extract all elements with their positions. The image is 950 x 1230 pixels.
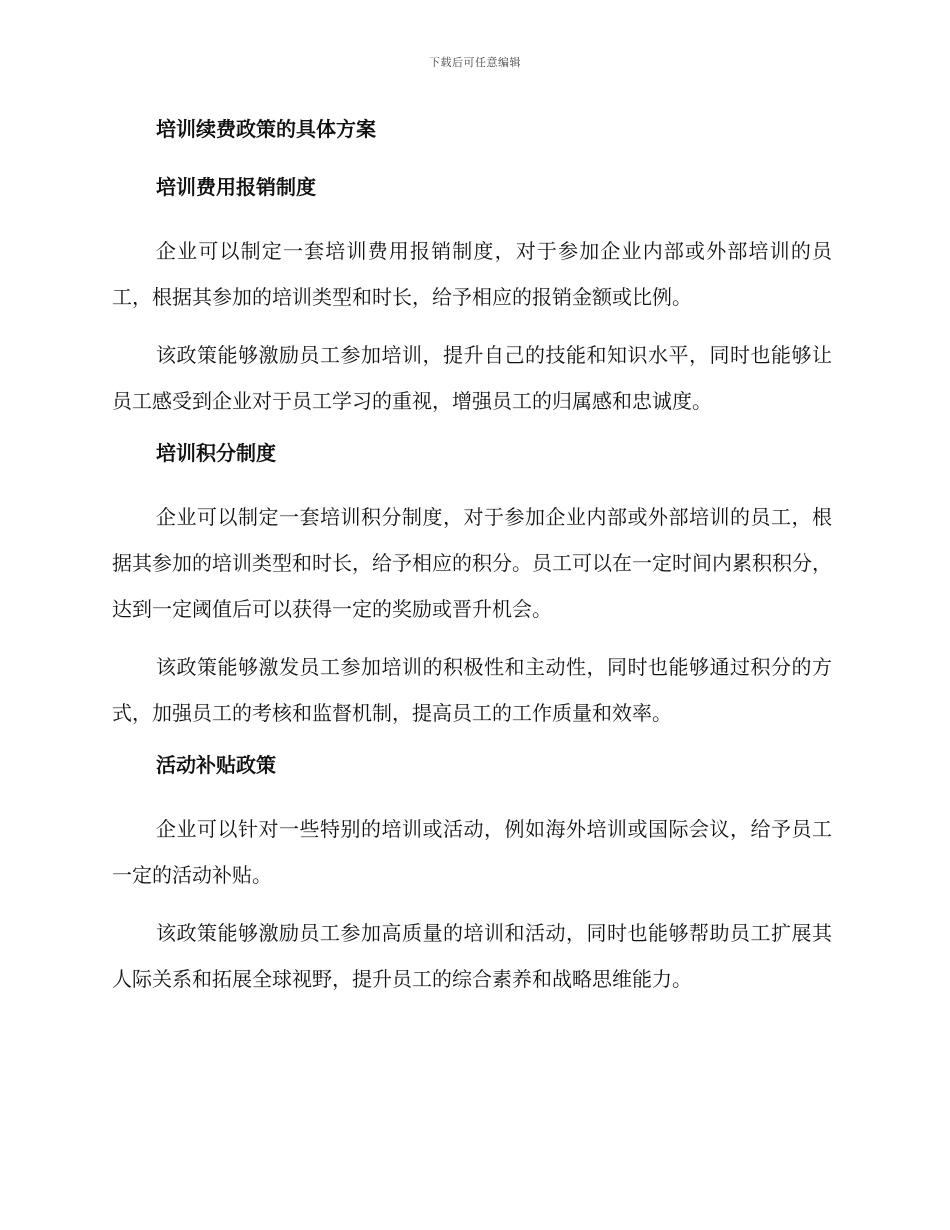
paragraph: 该政策能够激励员工参加高质量的培训和活动，同时也能够帮助员工扩展其人际关系和拓展全球视野，提升员工的综合素养和战略思维能力。 — [112, 921, 832, 991]
section-heading: 活动补贴政策 — [156, 753, 276, 777]
paragraph: 该政策能够激发员工参加培训的积极性和主动性，同时也能够通过积分的方式，加强员工的考核和监督机制，提高员工的工作质量和效率。 — [112, 655, 832, 725]
document-title: 培训续费政策的具体方案 — [156, 117, 376, 141]
page-header: 下载后可任意编辑 — [429, 56, 521, 69]
section-heading: 培训费用报销制度 — [156, 175, 316, 199]
paragraph: 企业可以制定一套培训积分制度，对于参加企业内部或外部培训的员工，根据其参加的培训类型和时长，给予相应的积分。员工可以在一定时间内累积积分，达到一定阈值后可以获得一定的奖励或晋升机会。 — [112, 505, 832, 621]
document-content — [112, 112, 832, 1014]
paragraph: 该政策能够激励员工参加培训，提升自己的技能和知识水平，同时也能够让员工感受到企业对于员工学习的重视，增强员工的归属感和忠诚度。 — [112, 343, 832, 413]
section-heading: 培训积分制度 — [156, 441, 276, 465]
paragraph: 企业可以针对一些特别的培训或活动，例如海外培训或国际会议，给予员工一定的活动补贴。 — [112, 817, 832, 887]
paragraph: 企业可以制定一套培训费用报销制度，对于参加企业内部或外部培训的员工，根据其参加的培训类型和时长，给予相应的报销金额或比例。 — [112, 239, 832, 309]
